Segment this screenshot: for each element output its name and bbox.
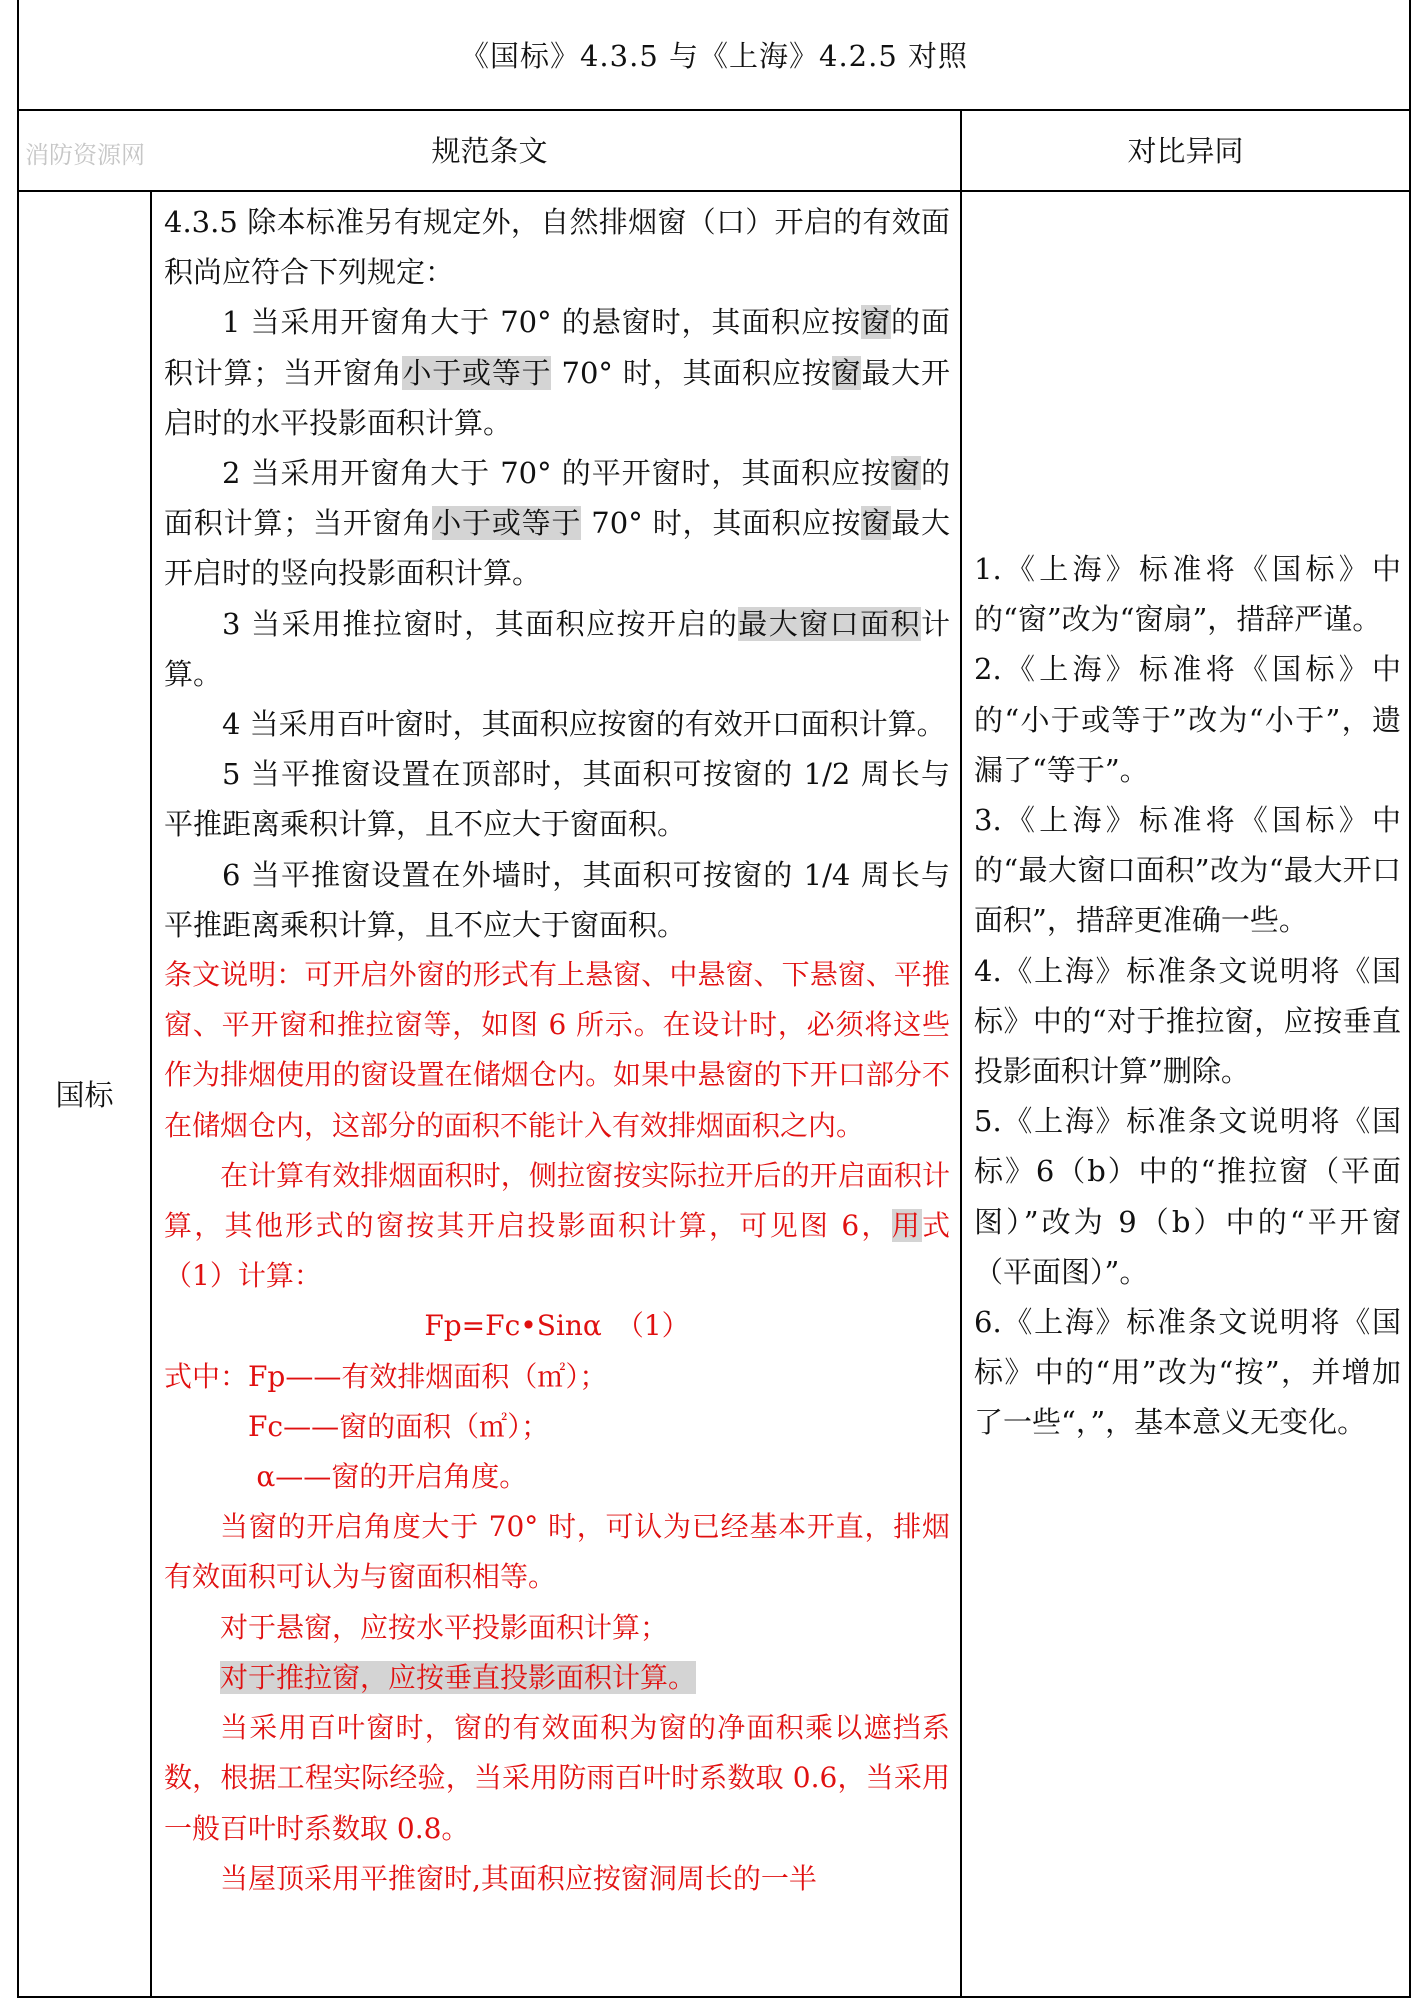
text-span: 最大开启时的水平投影面积计算。 [164, 355, 950, 440]
clause-intro: 4.3.5 除本标准另有规定外，自然排烟窗（口）开启的有效面积尚应符合下列规定： [164, 205, 950, 290]
table-title-row [19, 0, 1409, 111]
formula-where-3: α——窗的开启角度。 [256, 1460, 528, 1494]
text-span: 式（1）计算： [164, 1209, 950, 1293]
text-span: 3 当采用推拉窗时，其面积应按开启的 [222, 606, 739, 641]
comparison-item: 5.《上海》标准条文说明将《国标》6（b）中的“推拉窗（平面图）”改为 9（b）中的“平开窗（平面图）”。 [974, 1104, 1401, 1289]
highlight-span: 用 [891, 1209, 922, 1243]
explanation-para-4: 对于悬窗，应按水平投影面积计算； [220, 1610, 669, 1644]
comparison-item: 3.《上海》标准将《国标》中的“最大窗口面积”改为“最大开口面积”，措辞更准确一些。 [974, 803, 1401, 938]
text-span: 1 当采用开窗角大于 70° 的悬窗时，其面积应按 [222, 305, 862, 340]
highlight-span: 小于或等于 [402, 355, 552, 390]
clause-item-4: 4 当采用百叶窗时，其面积应按窗的有效开口面积计算。 [222, 707, 946, 742]
explanation-para-5 [164, 1653, 950, 1703]
watermark: 消防资源网 [25, 141, 145, 169]
explanation-para-6: 当采用百叶窗时，窗的有效面积为窗的净面积乘以遮挡系数，根据工程实际经验，当采用防雨百叶时系数取 0.6，当采用一般百叶时系数取 0.8。 [164, 1711, 950, 1845]
highlight-span: 窗 [861, 305, 892, 340]
comparison-table [17, 0, 1411, 1998]
table-title: 《国标》4.3.5 与《上海》4.2.5 对照 [459, 39, 968, 73]
text-span: 最大开启时的竖向投影面积计算。 [164, 506, 950, 591]
header-compare: 对比异同 [1127, 134, 1244, 168]
highlight-span: 最大窗口面积 [738, 606, 921, 641]
highlight-span: 对于推拉窗，应按垂直投影面积计算。 [220, 1660, 697, 1694]
clause-item-5: 5 当平推窗设置在顶部时，其面积可按窗的 1/2 周长与平推距离乘积计算，且不应大于窗面积。 [164, 757, 950, 842]
explanation-para-3: 当窗的开启角度大于 70° 时，可认为已经基本开直，排烟有效面积可认为与窗面积相等。 [164, 1510, 950, 1594]
formula: Fp=Fc•Sinα （1） [424, 1309, 690, 1343]
clause-item-2 [164, 448, 950, 599]
comparison-item: 4.《上海》标准条文说明将《国标》中的“对于推拉窗，应按垂直投影面积计算”删除。 [974, 953, 1401, 1089]
comparison-item: 2.《上海》标准将《国标》中的“小于或等于”改为“小于”，遗漏了“等于”。 [974, 652, 1401, 787]
explanation-para-7: 当屋顶采用平推窗时,其面积应按窗洞周长的一半 [220, 1861, 817, 1895]
comparison-item: 6.《上海》标准条文说明将《国标》中的“用”改为“按”，并增加了一些“，”，基本意义无变化。 [974, 1305, 1401, 1440]
row-label: 国标 [19, 191, 152, 1996]
clause-item-1 [164, 297, 950, 448]
header-row [19, 109, 1409, 192]
comparison-cell [962, 191, 1409, 1996]
highlight-span: 窗 [891, 456, 921, 491]
clause-cell [152, 191, 962, 1996]
formula-where-2: Fc——窗的面积（㎡）； [248, 1409, 550, 1443]
comparison-item: 1.《上海》标准将《国标》中的“窗”改为“窗扇”，措辞严谨。 [974, 552, 1401, 637]
highlight-span: 小于或等于 [432, 506, 582, 541]
header-clause: 规范条文 [19, 109, 962, 190]
text-span: 在计算有效排烟面积时，侧拉窗按实际拉开后的开启面积计算，其他形式的窗按其开启投影面积计算，可见图 6， [164, 1158, 950, 1243]
highlight-span: 窗 [861, 506, 892, 541]
text-span: 的面积计算；当开窗角 [164, 456, 950, 541]
explanation-para-1: 条文说明：可开启外窗的形式有上悬窗、中悬窗、下悬窗、平推窗、平开窗和推拉窗等，如图 6 所示。在设计时，必须将这些作为排烟使用的窗设置在储烟仓内。如果中悬窗的下开口部分不在储烟仓内，这部分的面积不能计入有效排烟面积之内。 [164, 958, 950, 1142]
text-span: 计算。 [164, 606, 950, 691]
clause-item-6: 6 当平推窗设置在外墙时，其面积可按窗的 1/4 周长与平推距离乘积计算，且不应大于窗面积。 [164, 857, 950, 942]
explanation-para-2 [164, 1151, 950, 1302]
text-span: 2 当采用开窗角大于 70° 的平开窗时，其面积应按 [222, 456, 892, 491]
text-span: 70° 时，其面积应按 [551, 355, 832, 390]
body-row [19, 191, 1409, 1996]
formula-where-1: 式中：Fp——有效排烟面积（㎡）； [164, 1359, 608, 1393]
highlight-span: 窗 [831, 355, 862, 390]
clause-item-3 [164, 599, 950, 699]
text-span: 70° 时，其面积应按 [581, 506, 862, 541]
text-span: 的面积计算；当开窗角 [164, 305, 950, 390]
